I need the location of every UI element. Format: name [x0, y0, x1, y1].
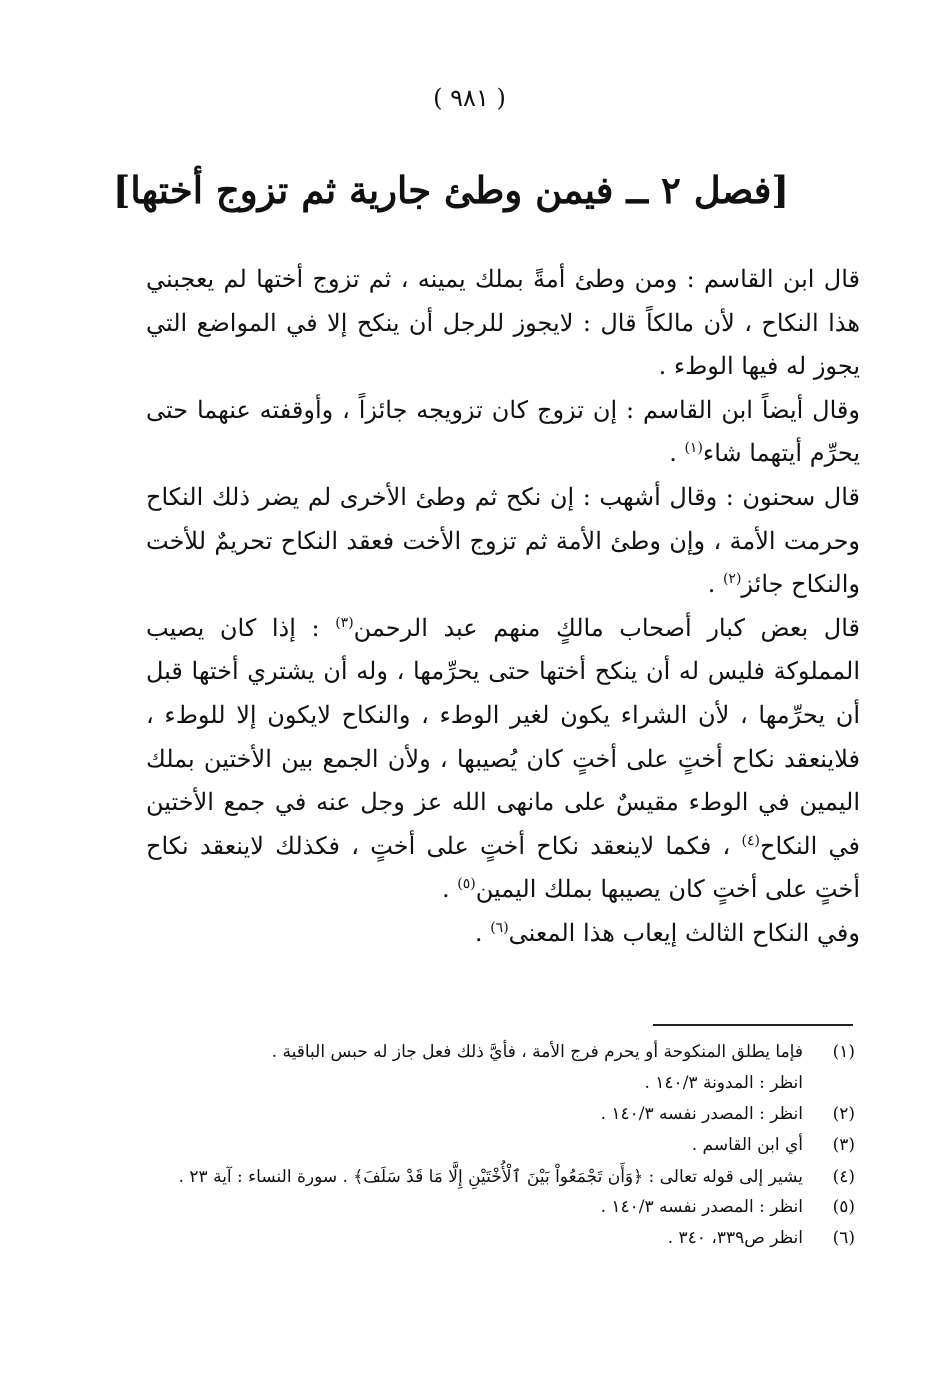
paragraph-text-cont: : إذا كان يصيب المملوكة فليس له أن ينكح أختها حتى يحرِّمها ، وله أن يشتري أختها قبل أن يحرِّمها ، لأن الشراء يكون لغير الوطء ، والنكاح لايكون إلا للوطء ، فلاينعقد نكاح أختٍ على أختٍ كان يُصيبها ، ولأن الجمع بين الأختين بملك اليمين في الوطء مقيسٌ على مانهى الله عز وجل عنه في جمع الأختين في النكاح: [146, 613, 860, 860]
paragraph-4: [146, 607, 860, 912]
paragraph-text: قال بعض كبار أصحاب مالكٍ منهم عبد الرحمن: [353, 613, 860, 642]
footnote-1-continued: [150, 1073, 855, 1104]
footnote-text: انظر : المصدر نفسه ١٤٠/٣ .: [600, 1104, 803, 1124]
paragraph-2: [146, 389, 860, 476]
paragraph-1: [146, 258, 860, 389]
paragraph-text-end: .: [669, 439, 685, 468]
footnote-ref: (٥): [457, 876, 476, 893]
paragraph-text-end: .: [707, 570, 723, 599]
footnote-5: [150, 1197, 855, 1228]
footnote-separator: [653, 1024, 853, 1026]
footnote-number: (٣): [832, 1135, 855, 1155]
paragraph-text-end: .: [474, 918, 491, 947]
footnote-ref: (٤): [741, 832, 760, 849]
footnote-text: انظر : المصدر نفسه ١٤٠/٣ .: [600, 1197, 803, 1217]
footnote-text: انظر ص٣٣٩، ٣٤٠ .: [667, 1228, 803, 1248]
footnote-text: أي ابن القاسم .: [691, 1135, 803, 1155]
footnote-ref: (٣): [335, 614, 354, 631]
paragraph-text-cont: ، فكما لاينعقد نكاح أختٍ على أختٍ ، فكذلك لاينعقد نكاح أختٍ على أختٍ كان يصيبها بملك اليمين: [146, 831, 860, 904]
paragraph-text: وقال أيضاً ابن القاسم : إن تزوج كان تزويجه جائزاً ، وأوقفته عنهما حتى يحرِّم أيتهما شاء: [146, 395, 860, 468]
body-text: [146, 258, 860, 956]
paragraph-3: [146, 476, 860, 607]
paragraph-text-end: .: [442, 875, 458, 904]
chapter-title: [فصل ٢ ــ فيمن وطئ جارية ثم تزوج أختها]: [112, 168, 789, 212]
page-number: ( ٩٨١ ): [433, 84, 506, 112]
paragraph-text: وفي النكاح الثالث إيعاب هذا المعنى: [508, 918, 860, 947]
footnote-ref: (١): [684, 440, 703, 457]
footnote-text: فإما يطلق المنكوحة أو يحرم فرج الأمة ، فأيَّ ذلك فعل جاز له حبس الباقية .: [271, 1042, 803, 1062]
footnote-number: (٤): [832, 1167, 855, 1187]
footnote-number: (٦): [832, 1228, 855, 1248]
footnote-number: (١): [832, 1042, 855, 1062]
footnote-6: [150, 1228, 855, 1259]
footnote-2: [150, 1104, 855, 1135]
footnote-3: [150, 1135, 855, 1166]
footnote-text: انظر : المدونة ١٤٠/٣ .: [644, 1073, 803, 1093]
footnote-4: [150, 1166, 855, 1197]
paragraph-text: قال سحنون : وقال أشهب : إن نكح ثم وطئ الأخرى لم يضر ذلك النكاح وحرمت الأمة ، وإن وطئ الأمة ثم تزوج الأخت فعقد النكاح تحريمٌ للأخت والنكاح جائز: [146, 482, 860, 599]
footnote-number: (٥): [832, 1197, 855, 1217]
footnote-number: (٢): [832, 1104, 855, 1124]
footnote-text: يشير إلى قوله تعالى : ﴿وَأَن تَجْمَعُواْ بَيْنَ ٱلْأُخْتَيْنِ إِلَّا مَا قَدْ سَلَفَ﴾ . سورة النساء : آية ٢٣ .: [178, 1167, 803, 1187]
paragraph-text: قال ابن القاسم : ومن وطئ أمةً بملك يمينه ، ثم تزوج أختها لم يعجبني هذا النكاح ، لأن مالكاً قال : لايجوز للرجل أن ينكح إلا في المواضع التي يجوز له فيها الوطء .: [146, 265, 860, 381]
footnote-1: [150, 1042, 855, 1073]
footnotes: [150, 1042, 855, 1259]
footnote-ref: (٢): [722, 571, 742, 588]
footnote-ref: (٦): [490, 919, 509, 936]
paragraph-5: [146, 912, 860, 956]
